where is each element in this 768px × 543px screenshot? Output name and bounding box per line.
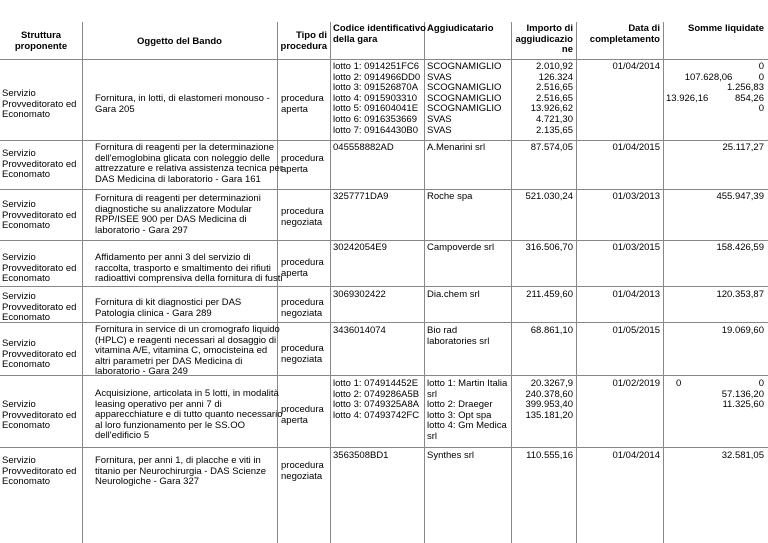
cell-struttura: Servizio Provveditorato ed Economato: [2, 252, 77, 285]
cell-struttura: Servizio Provveditorato ed Economato: [2, 88, 77, 121]
row-divider: [0, 286, 768, 287]
cell-struttura: Servizio Provveditorato ed Economato: [2, 199, 77, 232]
cell-importo: 316.506,70: [525, 242, 573, 253]
header-aggiudicatario: Aggiudicatario: [427, 23, 494, 34]
column-divider: [82, 22, 83, 543]
cell-importo: 2.010,92 126.324 2.516,65 2.516,65 13.926,62 4.721,30 2.135,65: [530, 61, 573, 136]
cell-oggetto: Acquisizione, articolata in 5 lotti, in modalità leasing operativo per anni 7 di apparecchiature e di tutto quanto necessario al loro funzionamento per le SS.OO dell'edificio 5: [95, 388, 283, 442]
row-divider: [0, 189, 768, 190]
cell-struttura: Servizio Provveditorato ed Economato: [2, 399, 77, 432]
cell-codice: 30242054E9: [333, 242, 387, 253]
header-oggetto: Oggetto del Bando: [137, 36, 222, 47]
header-data: Data di completamento: [589, 23, 660, 45]
cell-somme: 120.353,87: [716, 289, 764, 300]
cell-codice: lotto 1: 074914452E lotto 2: 0749286A5B lotto 3: 0749325A8A lotto 4: 07493742FC: [333, 378, 420, 421]
cell-somme: 0 57.136,20 11.325,60: [721, 378, 764, 411]
cell-aggiudicatario: SCOGNAMIGLIO SVAS SCOGNAMIGLIO SCOGNAMIGLIO SCOGNAMIGLIO SVAS SVAS: [427, 61, 502, 136]
row-divider: [0, 322, 768, 323]
row-divider: [0, 447, 768, 448]
cell-data: 01/04/2015: [612, 142, 660, 153]
cell-aggiudicatario: Synthes srl: [427, 450, 474, 461]
cell-codice: lotto 1: 0914251FC6 lotto 2: 0914966DD0 lotto 3: 091526870A lotto 4: 0915903310 lotto 5: 091604041E lotto 6: 0916353669 lotto 7: 09164430B0: [333, 61, 421, 136]
cell-aggiudicatario: Roche spa: [427, 191, 473, 202]
column-divider: [330, 22, 331, 543]
cell-codice: 3563508BD1: [333, 450, 389, 461]
cell-aggiudicatario: Bio rad laboratories srl: [427, 325, 490, 347]
cell-somme: 455.947,39: [716, 191, 764, 202]
cell-tipo: procedura aperta: [281, 93, 324, 115]
header-codice: Codice identificativo della gara: [333, 23, 426, 45]
cell-data: 01/04/2013: [612, 289, 660, 300]
row-divider: [0, 140, 768, 141]
cell-oggetto: Fornitura di reagenti per la determinazione dell'emoglobina glicata con noleggio delle attrezzature e relativa assistenza tecnica per DAS Medicina di laboratorio - Gara 161: [95, 142, 283, 185]
cell-data: 01/03/2015: [612, 242, 660, 253]
cell-importo: 521.030,24: [525, 191, 573, 202]
header-somme: Somme liquidate: [687, 23, 764, 34]
cell-data: 01/04/2014: [612, 61, 660, 72]
cell-data: 01/05/2015: [612, 325, 660, 336]
cell-struttura: Servizio Provveditorato ed Economato: [2, 291, 77, 324]
cell-struttura: Servizio Provveditorato ed Economato: [2, 338, 77, 371]
cell-struttura: Servizio Provveditorato ed Economato: [2, 455, 77, 488]
cell-somme: 0 107.628,06 0 1.256,83 854,26 0: [684, 61, 764, 115]
cell-data: 01/02/2019: [612, 378, 660, 389]
cell-somme-left: 0: [676, 378, 682, 389]
header-tipo: Tipo di procedura: [280, 30, 327, 52]
row-divider: [0, 240, 768, 241]
cell-oggetto: Fornitura, in lotti, di elastomeri monouso - Gara 205: [95, 93, 270, 115]
cell-codice: 3436014074: [333, 325, 386, 336]
cell-codice: 045558882AD: [333, 142, 394, 153]
column-divider: [576, 22, 577, 543]
cell-oggetto: Fornitura di kit diagnostici per DAS Patologia clinica - Gara 289: [95, 297, 242, 319]
cell-importo: 20.3267,9 240.378,60 399.953,40 135.181,20: [525, 378, 573, 421]
cell-data: 01/03/2013: [612, 191, 660, 202]
cell-oggetto: Fornitura in service di un cromografo liquido (HPLC) e reagenti necessari al dosaggio di vitamina A/E, vitamina C, omocisteina ed altri parametri per DAS Medicina di laboratorio - Gara 249: [95, 324, 280, 378]
header-importo: Importo di aggiudicazio ne: [515, 23, 573, 56]
cell-tipo: procedura negoziata: [281, 460, 324, 482]
header-struttura: Struttura proponente: [14, 30, 68, 52]
cell-tipo: procedura negoziata: [281, 343, 324, 365]
row-divider: [0, 59, 768, 60]
cell-importo: 68.861,10: [530, 325, 573, 336]
cell-struttura: Servizio Provveditorato ed Economato: [2, 148, 77, 181]
cell-oggetto: Fornitura di reagenti per determinazioni diagnostiche su analizzatore Modular RPP/ISEE 900 per DAS Medicina di laboratorio - Gara 297: [95, 193, 261, 236]
cell-tipo: procedura negoziata: [281, 206, 324, 228]
cell-aggiudicatario: Campoverde srl: [427, 242, 495, 253]
cell-oggetto: Fornitura, per anni 1, di placche e viti in titanio per Neurochirurgia - DAS Scienze Neurologiche - Gara 327: [95, 455, 267, 488]
cell-codice: 3257771DA9: [333, 191, 389, 202]
cell-codice: 3069302422: [333, 289, 386, 300]
cell-somme-left: 13.926,16: [666, 92, 709, 104]
cell-aggiudicatario: lotto 1: Martin Italia srl lotto 2: Draeger lotto 3: Opt spa lotto 4: Gm Medica srl: [427, 378, 508, 442]
cell-importo: 87.574,05: [530, 142, 573, 153]
cell-tipo: procedura aperta: [281, 404, 324, 426]
cell-somme: 158.426,59: [716, 242, 764, 253]
cell-data: 01/04/2014: [612, 450, 660, 461]
cell-importo: 211.459,60: [526, 289, 573, 300]
cell-oggetto: Affidamento per anni 3 del servizio di raccolta, trasporto e smaltimento dei rifiuti radioattivi comprensiva della fornitura di fusti: [95, 252, 283, 285]
column-divider: [424, 22, 425, 543]
cell-somme: 25.117,27: [722, 142, 764, 153]
cell-tipo: procedura aperta: [281, 257, 324, 279]
cell-aggiudicatario: Dia.chem srl: [427, 289, 480, 300]
cell-somme: 32.581,05: [721, 450, 764, 461]
cell-importo: 110.555,16: [526, 450, 573, 461]
cell-tipo: procedura negoziata: [281, 297, 324, 319]
cell-somme: 19.069,60: [721, 325, 764, 336]
cell-tipo: procedura aperta: [281, 153, 324, 175]
cell-aggiudicatario: A.Menarini srl: [427, 142, 486, 153]
